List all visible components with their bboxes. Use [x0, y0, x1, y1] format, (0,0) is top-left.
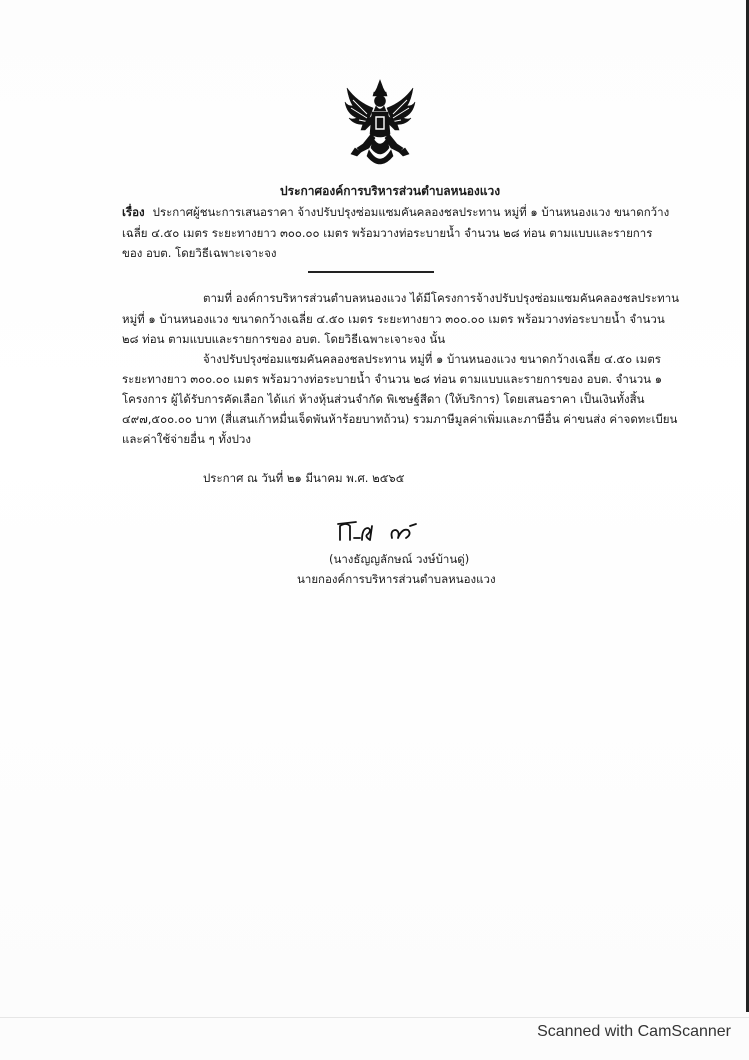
title-divider [308, 271, 434, 273]
subject-line-2: เฉลี่ย ๔.๕๐ เมตร ระยะทางยาว ๓๐๐.๐๐ เมตร พร้อมวางท่อระบายน้ำ จำนวน ๒๘ ท่อน ตามแบบและรายการ [122, 226, 653, 240]
handwritten-signature [336, 518, 422, 544]
paragraph-2-line-1: จ้างปรับปรุงซ่อมแซมคันคลองชลประทาน หมู่ที่ ๑ บ้านหนองแวง ขนาดกว้างเฉลี่ย ๔.๕๐ เมตร [203, 352, 661, 366]
paragraph-1-line-3: ๒๘ ท่อน ตามแบบและรายการของ อบต. โดยวิธีเฉพาะเจาะจง นั้น [122, 332, 446, 346]
paragraph-1-line-2: หมู่ที่ ๑ บ้านหนองแวง ขนาดกว้างเฉลี่ย ๔.๕๐ เมตร ระยะทางยาว ๓๐๐.๐๐ เมตร พร้อมวางท่อระบายน้ำ จำนวน [122, 312, 665, 326]
garuda-emblem-icon [343, 78, 417, 170]
paragraph-2-line-3: โครงการ ผู้ได้รับการคัดเลือก ได้แก่ ห้างหุ้นส่วนจำกัด พิเชษฐ์สีดา (ให้บริการ) โดยเสนอราคา เป็นเงินทั้งสิ้น [122, 392, 645, 406]
page-bottom-edge [0, 1017, 749, 1018]
signer-name: (นางธัญญลักษณ์ วงษ์บ้านดู่) [329, 552, 470, 566]
signer-position: นายกองค์การบริหารส่วนตำบลหนองแวง [297, 572, 496, 586]
paragraph-1-line-1: ตามที่ องค์การบริหารส่วนตำบลหนองแวง ได้มีโครงการจ้างปรับปรุงซ่อมแซมคันคลองชลประทาน [203, 291, 680, 305]
paragraph-2-line-2: ระยะทางยาว ๓๐๐.๐๐ เมตร พร้อมวางท่อระบายน้ำ จำนวน ๒๘ ท่อน ตามแบบและรายการของ อบต. จำนวน ๑ [122, 372, 663, 386]
subject-line-1 [122, 204, 669, 220]
subject-line-3: ของ อบต. โดยวิธีเฉพาะเจาะจง [122, 246, 277, 260]
announcement-date: ประกาศ ณ วันที่ ๒๑ มีนาคม พ.ศ. ๒๕๖๕ [203, 471, 405, 485]
announcement-title: ประกาศองค์การบริหารส่วนตำบลหนองแวง [280, 184, 501, 198]
paragraph-2-line-5: และค่าใช้จ่ายอื่น ๆ ทั้งปวง [122, 432, 251, 446]
subject-label: เรื่อง [122, 205, 145, 219]
subject-text-1: ประกาศผู้ชนะการเสนอราคา จ้างปรับปรุงซ่อมแซมคันคลองชลประทาน หมู่ที่ ๑ บ้านหนองแวง ขนาดกว้าง [152, 205, 670, 219]
paragraph-2-line-4: ๔๙๗,๕๐๐.๐๐ บาท (สี่แสนเก้าหมื่นเจ็ดพันห้าร้อยบาทถ้วน) รวมภาษีมูลค่าเพิ่มและภาษีอื่น ค่าขนส่ง ค่าจดทะเบียน [122, 412, 678, 426]
camscanner-watermark: Scanned with CamScanner [537, 1023, 731, 1040]
